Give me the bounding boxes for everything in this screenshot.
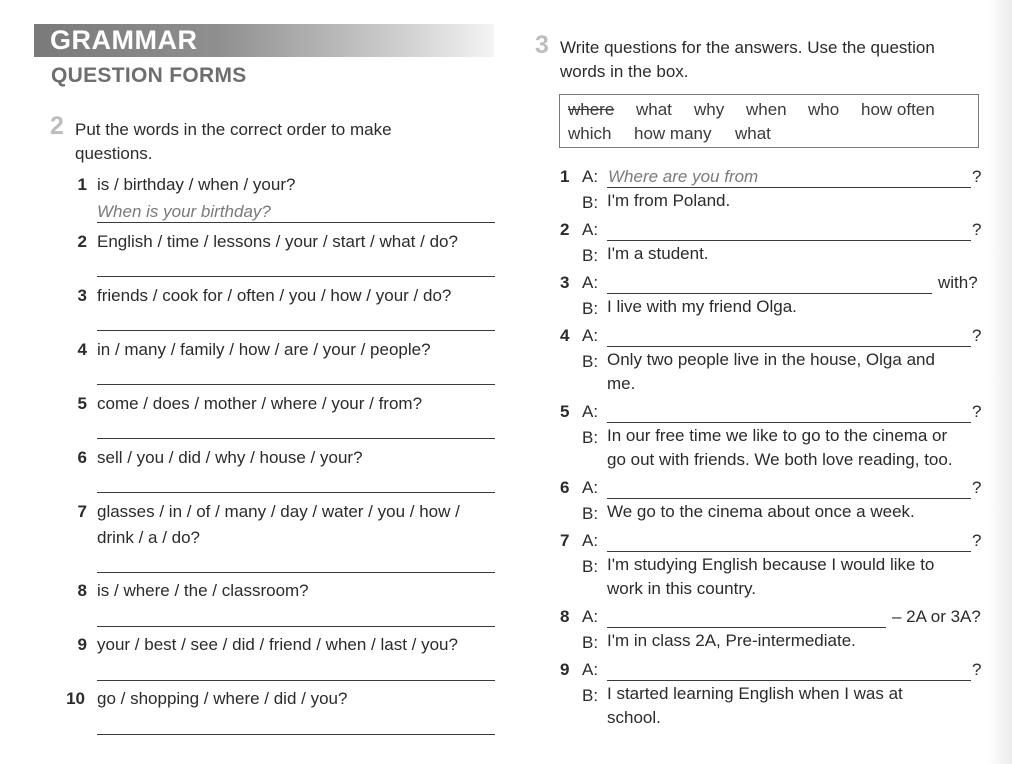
word-box-item: when — [746, 100, 787, 119]
speaker-a-label: A: — [582, 607, 599, 626]
exercise-2-answer-line[interactable] — [97, 438, 495, 439]
question-suffix: ? — [972, 478, 982, 497]
speaker-b-answer: I started learning English when I was at — [607, 684, 903, 703]
speaker-b-answer-cont: school. — [607, 708, 661, 727]
exercise-2-item-prompt: come / does / mother / where / your / from? — [97, 394, 423, 413]
question-suffix: ? — [972, 167, 982, 186]
speaker-a-label: A: — [582, 220, 599, 239]
question-suffix: ? — [972, 326, 982, 345]
question-suffix: ? — [972, 531, 982, 550]
speaker-a-label: A: — [582, 402, 599, 421]
speaker-b-answer: We go to the cinema about once a week. — [607, 502, 915, 521]
exercise-2-item-number: 5 — [77, 394, 87, 413]
exercise-2-item-number: 6 — [77, 448, 87, 467]
speaker-b-answer: I'm in class 2A, Pre-intermediate. — [607, 631, 856, 650]
exercise-3-answer-line[interactable] — [607, 422, 971, 423]
exercise-3-answer-line[interactable] — [607, 240, 971, 241]
exercise-3-item-number: 8 — [560, 607, 570, 626]
exercise-3-item-number: 4 — [560, 326, 570, 345]
grammar-title: GRAMMAR — [50, 25, 198, 55]
exercise-2-answer-line[interactable] — [97, 276, 495, 277]
exercise-3-item-number: 5 — [560, 402, 570, 421]
word-box-item: what — [735, 124, 771, 143]
exercise-2-answer-line[interactable] — [97, 572, 495, 573]
exercise-3-answer-line[interactable] — [607, 346, 971, 347]
question-suffix: ? — [972, 402, 982, 421]
word-box-item: who — [808, 100, 840, 119]
exercise-3-item-number: 1 — [560, 167, 570, 186]
question-suffix: ? — [972, 660, 982, 679]
word-box-item: what — [636, 100, 672, 119]
exercise-3-answer-line[interactable] — [607, 551, 971, 552]
exercise-2-answer-line[interactable] — [97, 384, 495, 385]
speaker-a-label: A: — [582, 167, 599, 186]
exercise-3-item-number: 9 — [560, 660, 570, 679]
speaker-b-answer-cont: go out with friends. We both love reading, too. — [607, 450, 953, 469]
exercise-3-item-number: 6 — [560, 478, 570, 497]
word-box-item: how many — [634, 124, 712, 143]
question-suffix: ? — [972, 220, 982, 239]
exercise-2-answer-line[interactable] — [97, 330, 495, 331]
speaker-b-answer: Only two people live in the house, Olga and — [607, 350, 935, 369]
speaker-b-label: B: — [582, 633, 599, 652]
speaker-b-answer-cont: me. — [607, 374, 636, 393]
speaker-b-answer: I'm studying English because I would like to — [607, 555, 935, 574]
exercise-2-item-prompt: is / birthday / when / your? — [97, 175, 296, 194]
exercise-2-item-prompt: your / best / see / did / friend / when / last / you? — [97, 635, 458, 654]
exercise-3-item-number: 7 — [560, 531, 570, 550]
exercise-2-item-prompt: go / shopping / where / did / you? — [97, 689, 348, 708]
exercise-2-item-number: 7 — [77, 502, 87, 521]
exercise-3-answer-line[interactable] — [607, 680, 971, 681]
exercise-3-instruction-line1: Write questions for the answers. Use the question — [560, 38, 935, 57]
exercise-3-instruction-line2: words in the box. — [560, 62, 689, 81]
exercise-2-item-prompt-cont: drink / a / do? — [97, 528, 201, 547]
exercise-2-answer-line[interactable] — [97, 492, 495, 493]
exercise-3-answer-line[interactable] — [607, 293, 932, 294]
word-box-item: which — [568, 124, 612, 143]
speaker-b-label: B: — [582, 686, 599, 705]
question-suffix: – 2A or 3A? — [892, 607, 981, 626]
page-edge-shadow — [988, 0, 1012, 764]
exercise-2-example-answer: When is your birthday? — [97, 202, 271, 221]
exercise-2-item-prompt: is / where / the / classroom? — [97, 581, 309, 600]
speaker-b-label: B: — [582, 557, 599, 576]
exercise-3-example-answer: Where are you from — [608, 167, 759, 186]
speaker-b-label: B: — [582, 504, 599, 523]
exercise-2-item-number: 2 — [77, 232, 87, 251]
exercise-3-answer-line[interactable] — [607, 498, 971, 499]
speaker-b-label: B: — [582, 299, 599, 318]
exercise-2-item-number: 1 — [77, 175, 87, 194]
exercise-2-item-prompt: in / many / family / how / are / your / people? — [97, 340, 431, 359]
exercise-3-item-number: 2 — [560, 220, 570, 239]
exercise-2-answer-line[interactable] — [97, 680, 495, 681]
speaker-a-label: A: — [582, 273, 599, 292]
word-box-item: how often — [861, 100, 935, 119]
exercise-2-item-number: 10 — [66, 689, 85, 708]
exercise-2-item-prompt: sell / you / did / why / house / your? — [97, 448, 363, 467]
speaker-b-label: B: — [582, 246, 599, 265]
speaker-b-answer: In our free time we like to go to the cinema or — [607, 426, 948, 445]
word-box-item: where — [568, 100, 615, 119]
exercise-2-instruction-line1: Put the words in the correct order to make — [75, 120, 392, 139]
speaker-b-answer: I'm a student. — [607, 244, 709, 263]
exercise-2-item-prompt: glasses / in / of / many / day / water / you / how / — [97, 502, 460, 521]
exercise-2-answer-line[interactable] — [97, 222, 495, 223]
exercise-3-answer-line[interactable] — [607, 187, 971, 188]
speaker-b-answer-cont: work in this country. — [607, 579, 756, 598]
speaker-a-label: A: — [582, 660, 599, 679]
exercise-2-answer-line[interactable] — [97, 626, 495, 627]
speaker-b-label: B: — [582, 352, 599, 371]
exercise-2-item-prompt: English / time / lessons / your / start / what / do? — [97, 232, 458, 251]
exercise-2-item-number: 3 — [77, 286, 87, 305]
section-subtitle: QUESTION FORMS — [51, 64, 247, 87]
speaker-b-answer: I'm from Poland. — [607, 191, 731, 210]
exercise-2-item-prompt: friends / cook for / often / you / how / your / do? — [97, 286, 452, 305]
exercise-2-number: 2 — [50, 112, 64, 140]
exercise-3-item-number: 3 — [560, 273, 570, 292]
exercise-2-answer-line[interactable] — [97, 734, 495, 735]
exercise-2-item-number: 9 — [77, 635, 87, 654]
word-box-item: why — [694, 100, 725, 119]
speaker-b-answer: I live with my friend Olga. — [607, 297, 797, 316]
exercise-2-instruction-line2: questions. — [75, 144, 153, 163]
exercise-3-number: 3 — [535, 31, 549, 59]
exercise-2-item-number: 8 — [77, 581, 87, 600]
speaker-a-label: A: — [582, 478, 599, 497]
question-suffix: with? — [938, 273, 978, 292]
speaker-b-label: B: — [582, 193, 599, 212]
speaker-a-label: A: — [582, 531, 599, 550]
exercise-2-item-number: 4 — [77, 340, 87, 359]
speaker-a-label: A: — [582, 326, 599, 345]
exercise-3-answer-line[interactable] — [607, 627, 886, 628]
speaker-b-label: B: — [582, 428, 599, 447]
